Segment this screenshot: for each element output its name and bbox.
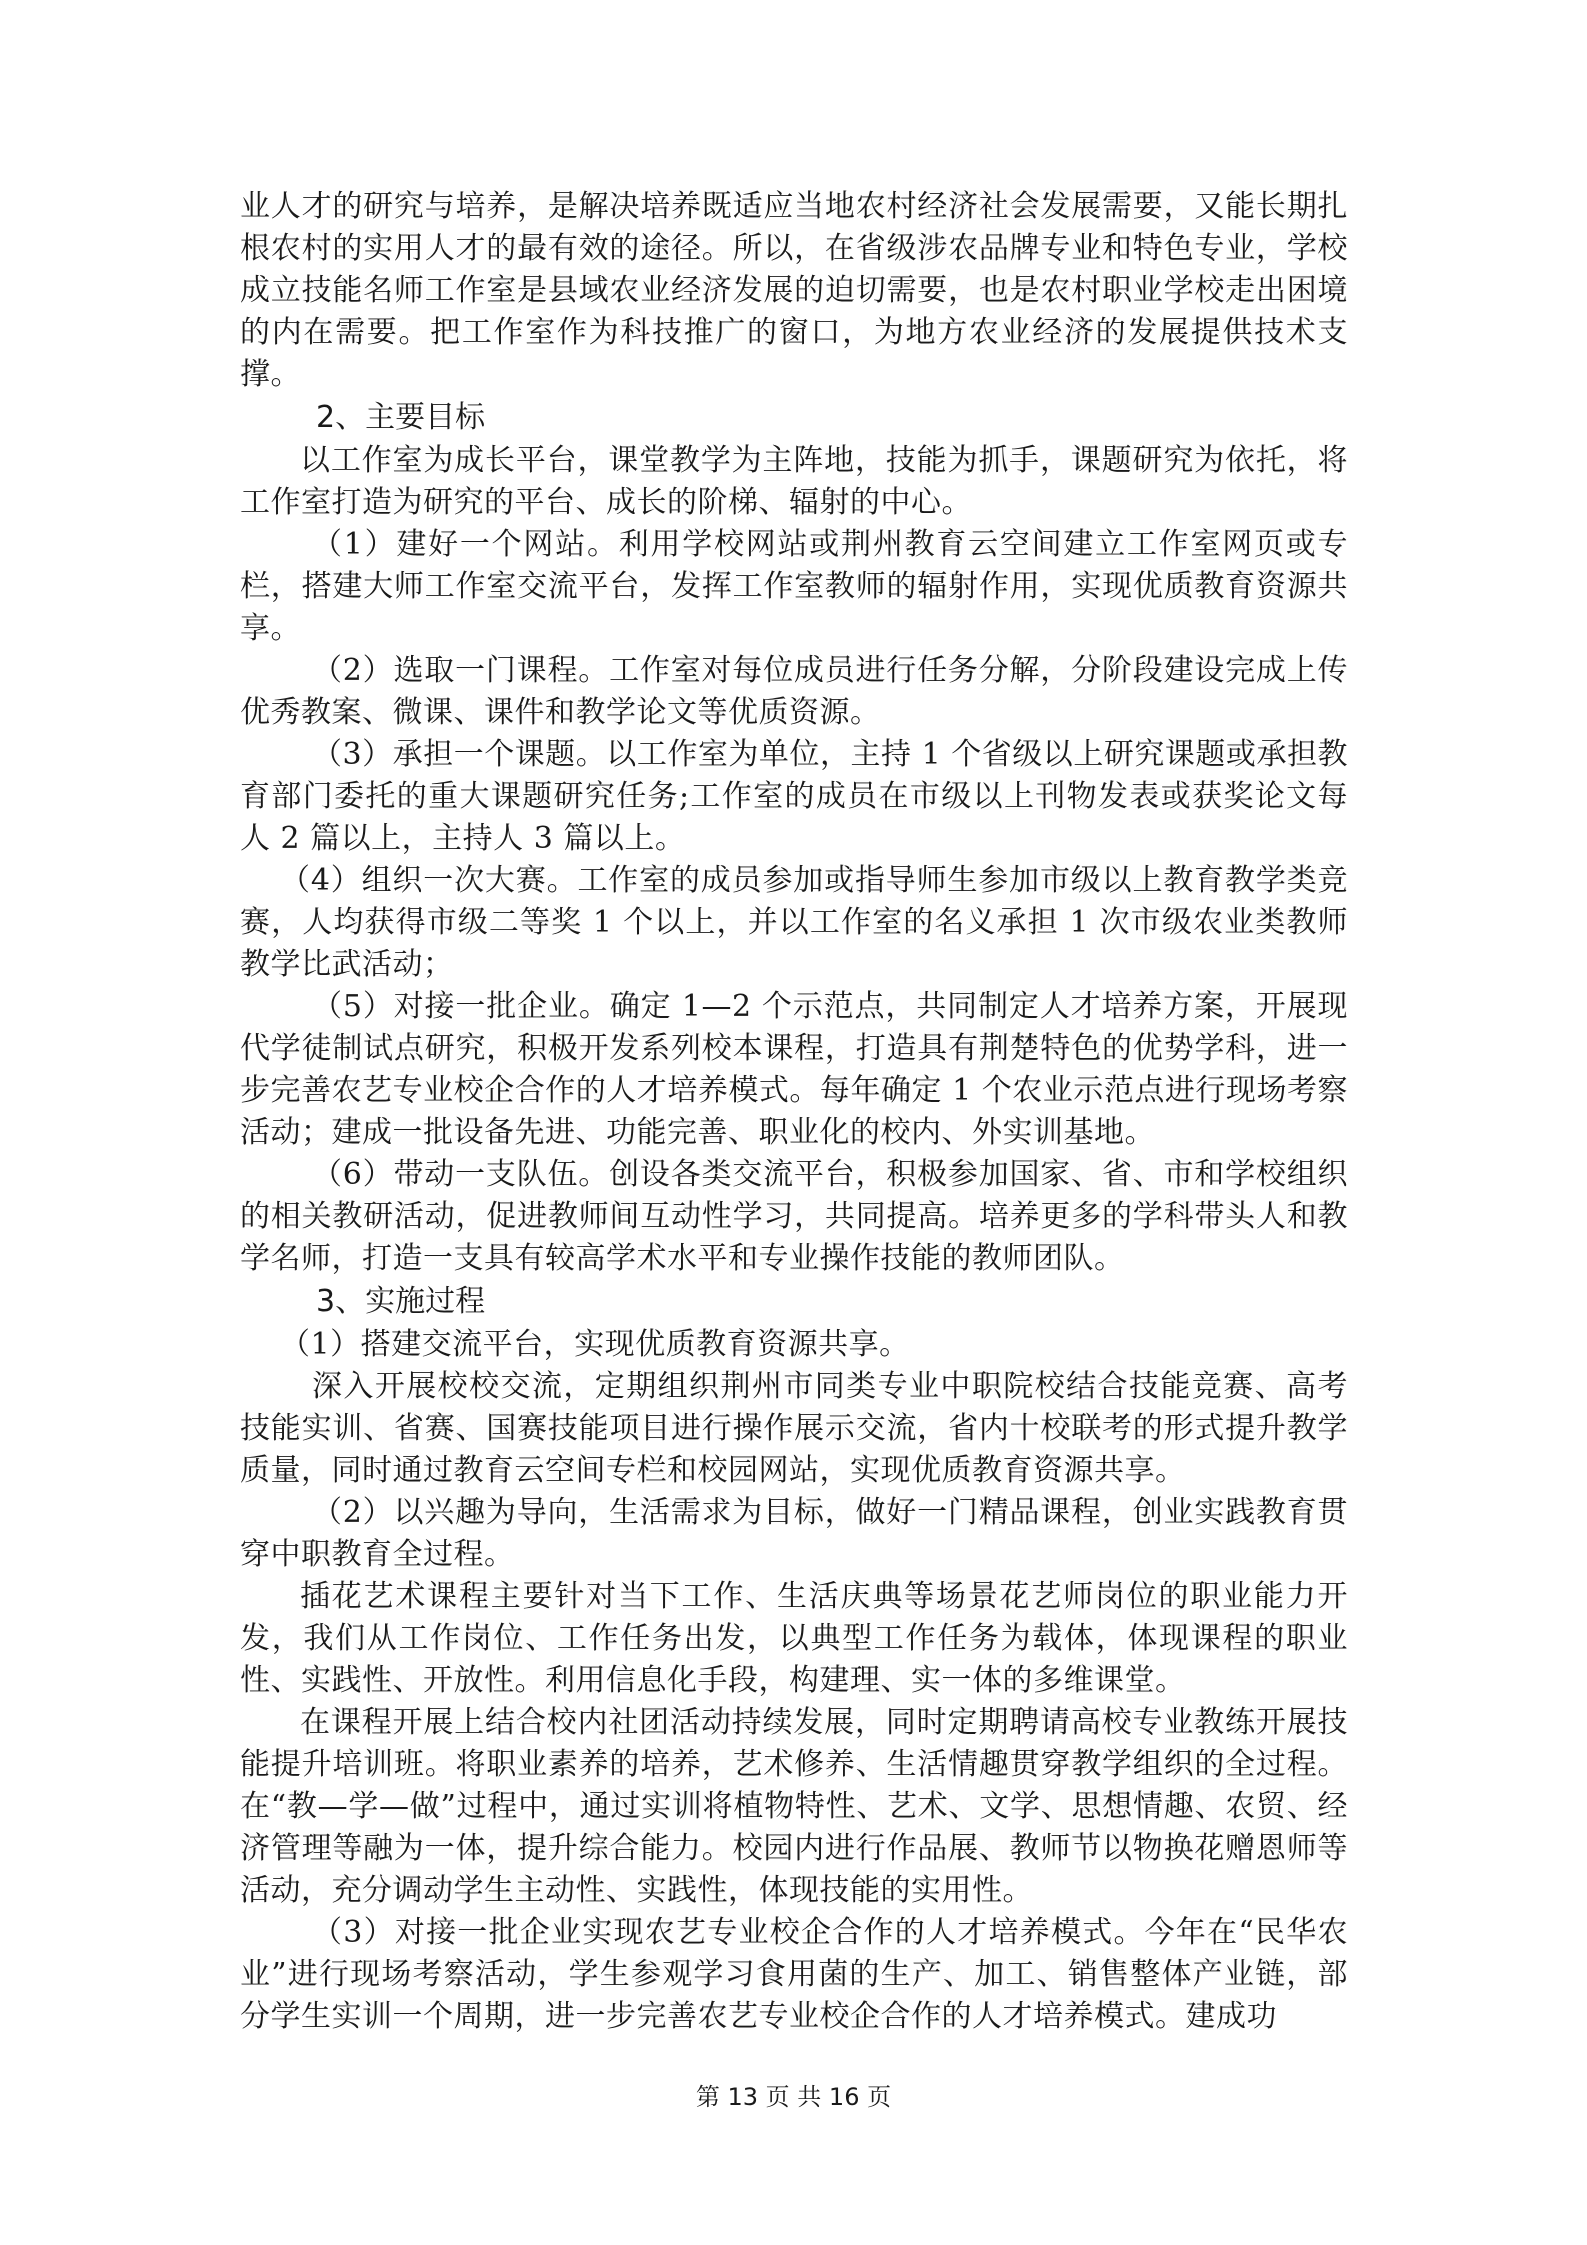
paragraph-goal-team: （6）带动一支队伍。创设各类交流平台，积极参加国家、省、市和学校组织的相关教研活动，促进教师间互动性学习，共同提高。培养更多的学科带头人和教学名师，打造一支具有较高学术水平和专业操作技能的教师团队。 [240,1157,1348,1276]
document-body [240,186,1348,2038]
paragraph-impl-enterprise: （3）对接一批企业实现农艺专业校企合作的人才培养模式。今年在“民华农业”进行现场考察活动，学生参观学习食用菌的生产、加工、销售整体产业链，部分学生实训一个周期，进一步完善农艺专业校企合作的人才培养模式。建成功 [240,1915,1348,2034]
paragraph-goal-research: （3）承担一个课题。以工作室为单位，主持 1 个省级以上研究课题或承担教育部门委托的重大课题研究任务;工作室的成员在市级以上刊物发表或获奖论文每人 2 篇以上，主持人 3 篇以上。 [240,737,1348,856]
paragraph-goal-enterprise: （5）对接一批企业。确定 1—2 个示范点，共同制定人才培养方案，开展现代学徒制试点研究，积极开发系列校本课程，打造具有荆楚特色的优势学科，进一步完善农艺专业校企合作的人才培养模式。每年确定 1 个农业示范点进行现场考察活动；建成一批设备先进、功能完善、职业化的校内、外实训基地。 [240,989,1348,1150]
paragraph-impl-course-title: （2）以兴趣为导向，生活需求为目标，做好一门精品课程，创业实践教育贯穿中职教育全过程。 [240,1495,1348,1572]
paragraph-goal-competition: （4）组织一次大赛。工作室的成员参加或指导师生参加市级以上教育教学类竞赛，人均获得市级二等奖 1 个以上，并以工作室的名义承担 1 次市级农业类教师教学比武活动； [240,863,1348,982]
section-heading-main-goals: 2、主要目标 [316,400,486,435]
paragraph-goal-website: （1）建好一个网站。利用学校网站或荆州教育云空间建立工作室网页或专栏，搭建大师工作室交流平台，发挥工作室教师的辐射作用，实现优质教育资源共享。 [240,527,1348,646]
paragraph-impl-club-activities: 在课程开展上结合校内社团活动持续发展，同时定期聘请高校专业教练开展技能提升培训班。将职业素养的培养，艺术修养、生活情趣贯穿教学组织的全过程。在“教—学—做”过程中，通过实训将植物特性、艺术、文学、思想情趣、农贸、经济管理等融为一体，提升综合能力。校园内进行作品展、教师节以物换花赠恩师等活动，充分调动学生主动性、实践性，体现技能的实用性。 [240,1705,1348,1908]
paragraph-goals-summary: 以工作室为成长平台，课堂教学为主阵地，技能为抓手，课题研究为依托，将工作室打造为研究的平台、成长的阶梯、辐射的中心。 [240,443,1348,520]
paragraph-impl-exchange: 深入开展校校交流，定期组织荆州市同类专业中职院校结合技能竞赛、高考技能实训、省赛、国赛技能项目进行操作展示交流，省内十校联考的形式提升教学质量，同时通过教育云空间专栏和校园网站，实现优质教育资源共享。 [240,1369,1348,1488]
paragraph-goal-course: （2）选取一门课程。工作室对每位成员进行任务分解，分阶段建设完成上传优秀教案、微课、课件和教学论文等优质资源。 [240,653,1348,730]
paragraph-impl-flower-course: 插花艺术课程主要针对当下工作、生活庆典等场景花艺师岗位的职业能力开发，我们从工作岗位、工作任务出发，以典型工作任务为载体，体现课程的职业性、实践性、开放性。利用信息化手段，构建理、实一体的多维课堂。 [240,1579,1348,1698]
page-number-footer: 第 13 页 共 16 页 [695,2083,892,2111]
paragraph-impl-platform: （1）搭建交流平台，实现优质教育资源共享。 [280,1327,910,1362]
paragraph-intro-continued: 业人才的研究与培养，是解决培养既适应当地农村经济社会发展需要，又能长期扎根农村的实用人才的最有效的途径。所以，在省级涉农品牌专业和特色专业，学校成立技能名师工作室是县域农业经济发展的迫切需要，也是农村职业学校走出困境的内在需要。把工作室作为科技推广的窗口，为地方农业经济的发展提供技术支撑。 [240,189,1348,392]
section-heading-implementation: 3、实施过程 [316,1284,486,1319]
